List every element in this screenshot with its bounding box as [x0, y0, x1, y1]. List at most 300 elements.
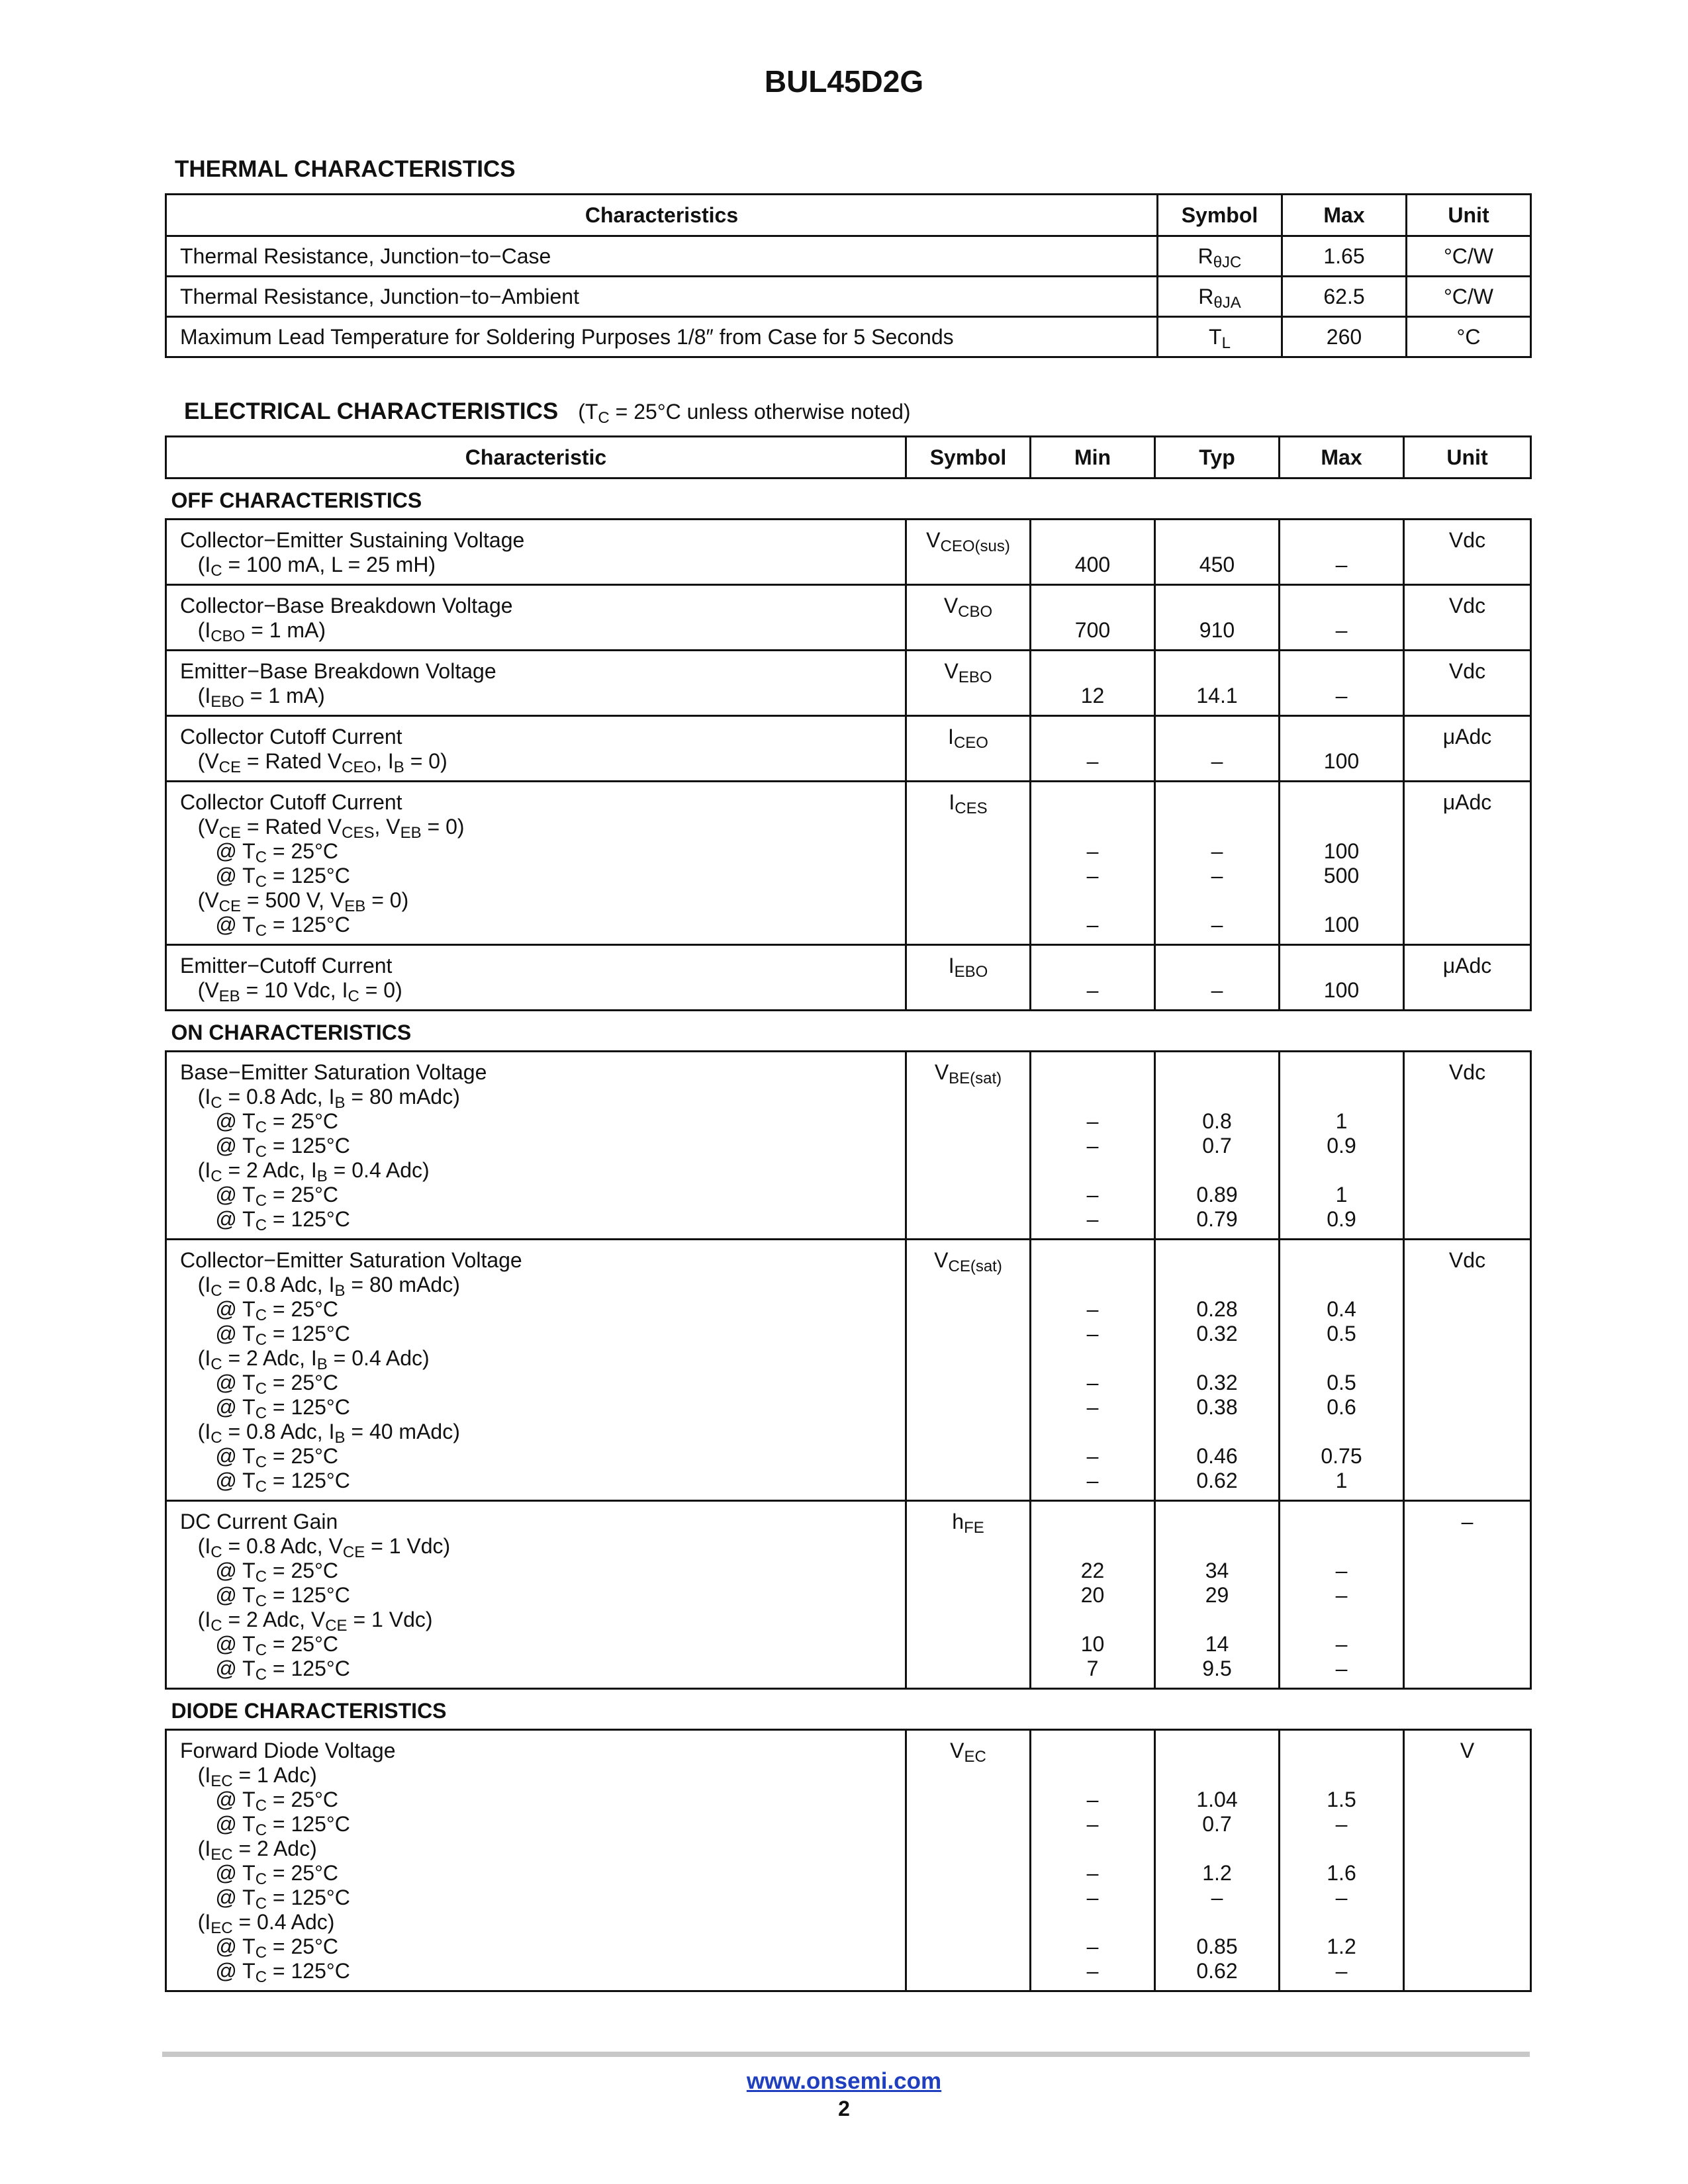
max-value — [1280, 1763, 1403, 1788]
symbol-text: $h_{FE}$ — [952, 1510, 984, 1537]
typ-value: 1.2 — [1202, 1861, 1232, 1885]
typ-value — [1156, 1273, 1278, 1297]
typ-value — [1156, 1085, 1278, 1109]
cell-min — [1031, 945, 1155, 1011]
on-characteristics-heading: ON CHARACTERISTICS — [166, 1011, 1531, 1052]
min-value: – — [1086, 1934, 1099, 1958]
min-value — [1031, 725, 1154, 749]
header-symbol: Symbol — [906, 437, 1031, 478]
section-row — [166, 1689, 1531, 1730]
typ-value — [1156, 815, 1278, 839]
table-row — [166, 782, 1531, 945]
max-value: 500 — [1323, 864, 1360, 887]
min-value: – — [1086, 1109, 1099, 1133]
max-value: – — [1335, 1632, 1348, 1656]
min-value: – — [1086, 1297, 1099, 1321]
cell-max: 260 — [1282, 317, 1407, 357]
cell-characteristic — [166, 1501, 906, 1689]
characteristic-line: ($I_C = 0.8$ Adc, $I_B = 80$ mAdc) — [180, 1085, 460, 1112]
min-value — [1031, 528, 1154, 553]
max-value: 1.5 — [1327, 1788, 1356, 1811]
cell-unit: V — [1404, 1730, 1531, 1991]
typ-value — [1156, 594, 1278, 618]
min-value — [1031, 1608, 1154, 1632]
table-row — [166, 277, 1531, 317]
cell-unit: μAdc — [1404, 945, 1531, 1011]
cell-characteristic: Maximum Lead Temperature for Soldering Purposes 1/8″ from Case for 5 Seconds — [166, 317, 1158, 357]
min-value: – — [1086, 1134, 1099, 1158]
max-value — [1280, 1608, 1403, 1632]
cell-unit: °C — [1407, 317, 1531, 357]
max-value — [1280, 1273, 1403, 1297]
symbol-text: $V_{BE(sat)}$ — [934, 1060, 1002, 1087]
characteristic-line: @ $T_C = 25^\circ C$ — [180, 1788, 338, 1815]
typ-value — [1156, 1248, 1278, 1273]
cell-max: 1.65 — [1282, 236, 1407, 277]
electrical-heading — [184, 398, 911, 425]
min-value: – — [1086, 1371, 1099, 1394]
typ-value: 29 — [1205, 1583, 1229, 1607]
thermal-heading: THERMAL CHARACTERISTICS — [175, 156, 516, 182]
cell-max — [1280, 1501, 1404, 1689]
typ-value: 9.5 — [1202, 1657, 1232, 1680]
symbol-text: $V_{EBO}$ — [944, 659, 992, 686]
min-value — [1031, 1248, 1154, 1273]
typ-value: 0.89 — [1196, 1183, 1238, 1206]
max-value — [1280, 1085, 1403, 1109]
characteristic-line: ($I_C = 0.8$ Adc, $I_B = 80$ mAdc) — [180, 1273, 460, 1300]
page-title: BUL45D2G — [764, 64, 924, 99]
typ-value — [1156, 1910, 1278, 1934]
cell-symbol — [906, 651, 1031, 716]
min-value: – — [1086, 864, 1099, 887]
section-row — [166, 1011, 1531, 1052]
typ-value: 0.7 — [1202, 1812, 1232, 1836]
min-value — [1031, 1763, 1154, 1788]
cell-max — [1280, 1052, 1404, 1240]
cell-unit: Vdc — [1404, 585, 1531, 651]
max-value — [1280, 954, 1403, 978]
characteristic-line: @ $T_C = 25^\circ C$ — [180, 1371, 338, 1398]
characteristic-line: ($V_{CE} = 500$ V, $V_{EB} = 0$) — [180, 888, 409, 915]
header-unit: Unit — [1407, 195, 1531, 236]
max-value — [1280, 1248, 1403, 1273]
cell-symbol — [906, 716, 1031, 782]
header-min: Min — [1031, 437, 1155, 478]
cell-min — [1031, 1730, 1155, 1991]
typ-value: 14.1 — [1196, 684, 1238, 707]
max-value: 1 — [1335, 1469, 1348, 1492]
characteristic-line: Collector Cutoff Current — [180, 790, 402, 814]
min-value: 400 — [1074, 553, 1111, 576]
typ-value — [1156, 1158, 1278, 1183]
header-max: Max — [1282, 195, 1407, 236]
table-row — [166, 1730, 1531, 1991]
table-header-row — [166, 437, 1531, 478]
table-row — [166, 1052, 1531, 1240]
cell-typ — [1155, 585, 1280, 651]
cell-typ — [1155, 1501, 1280, 1689]
cell-typ — [1155, 1052, 1280, 1240]
min-value — [1031, 790, 1154, 815]
typ-value: 1.04 — [1196, 1788, 1238, 1811]
max-value — [1280, 1510, 1403, 1534]
max-value: 1 — [1335, 1183, 1348, 1206]
cell-unit: Vdc — [1404, 1052, 1531, 1240]
characteristic-line: Base−Emitter Saturation Voltage — [180, 1060, 487, 1084]
max-value: – — [1335, 1657, 1348, 1680]
cell-min — [1031, 520, 1155, 585]
characteristic-line: @ $T_C = 125^\circ C$ — [180, 1812, 350, 1839]
typ-value — [1156, 725, 1278, 749]
cell-max — [1280, 1240, 1404, 1501]
max-value: 100 — [1323, 978, 1360, 1002]
cell-min — [1031, 651, 1155, 716]
typ-value: – — [1211, 864, 1223, 887]
min-value — [1031, 815, 1154, 839]
min-value: 7 — [1086, 1657, 1099, 1680]
min-value: – — [1086, 1886, 1099, 1909]
cell-typ — [1155, 1730, 1280, 1991]
table-row — [166, 585, 1531, 651]
min-value: – — [1086, 1322, 1099, 1345]
typ-value: 0.8 — [1202, 1109, 1232, 1133]
characteristic-line: @ $T_C = 25^\circ C$ — [180, 1109, 338, 1136]
cell-min — [1031, 1240, 1155, 1501]
max-value: 1.6 — [1327, 1861, 1356, 1885]
cell-characteristic — [166, 1730, 906, 1991]
typ-value: 0.79 — [1196, 1207, 1238, 1231]
characteristic-line: @ $T_C = 125^\circ C$ — [180, 864, 350, 891]
characteristic-line: @ $T_C = 125^\circ C$ — [180, 1395, 350, 1422]
cell-max — [1280, 782, 1404, 945]
typ-value — [1156, 1837, 1278, 1861]
cell-min — [1031, 782, 1155, 945]
typ-value — [1156, 954, 1278, 978]
min-value — [1031, 1910, 1154, 1934]
typ-value: 0.7 — [1202, 1134, 1232, 1158]
table-header-row — [166, 195, 1531, 236]
max-value — [1280, 1910, 1403, 1934]
characteristic-line: ($I_C = 2$ Adc, $V_{CE} = 1$ Vdc) — [180, 1608, 433, 1635]
min-value — [1031, 1837, 1154, 1861]
cell-typ — [1155, 945, 1280, 1011]
cell-symbol — [906, 782, 1031, 945]
cell-max — [1280, 716, 1404, 782]
cell-symbol — [906, 1240, 1031, 1501]
symbol-text: $V_{CBO}$ — [943, 594, 993, 621]
min-value: – — [1086, 1395, 1099, 1419]
max-value — [1280, 1837, 1403, 1861]
table-row — [166, 1501, 1531, 1689]
cell-characteristic — [166, 716, 906, 782]
footer-link[interactable]: www.onsemi.com — [746, 2068, 942, 2094]
cell-max — [1280, 520, 1404, 585]
characteristic-line: ($I_{EC} = 1$ Adc) — [180, 1763, 317, 1790]
typ-value — [1156, 1763, 1278, 1788]
max-value — [1280, 528, 1403, 553]
characteristic-line: Collector−Base Breakdown Voltage — [180, 594, 513, 617]
cell-symbol — [906, 1501, 1031, 1689]
max-value: 0.9 — [1327, 1207, 1356, 1231]
min-value: – — [1086, 1812, 1099, 1836]
cell-min — [1031, 585, 1155, 651]
page-number: 2 — [838, 2097, 850, 2120]
symbol-text: $I_{CEO}$ — [948, 725, 988, 752]
min-value: 22 — [1080, 1559, 1105, 1582]
cell-symbol — [906, 1052, 1031, 1240]
characteristic-line: ($I_C = 0.8$ Adc, $V_{CE} = 1$ Vdc) — [180, 1534, 451, 1561]
characteristic-line: ($I_{EC} = 2$ Adc) — [180, 1837, 317, 1864]
max-value: – — [1335, 1559, 1348, 1582]
cell-characteristic — [166, 945, 906, 1011]
typ-value: 14 — [1205, 1632, 1229, 1656]
characteristic-line: ($I_{EBO} = 1$ mA) — [180, 684, 325, 711]
min-value: – — [1086, 913, 1099, 936]
typ-value: 450 — [1199, 553, 1235, 576]
max-value: – — [1335, 1812, 1348, 1836]
characteristic-line: @ $T_C = 125^\circ C$ — [180, 1657, 350, 1684]
typ-value — [1156, 1060, 1278, 1085]
cell-symbol — [906, 520, 1031, 585]
typ-value — [1156, 1739, 1278, 1763]
electrical-heading-label: ELECTRICAL CHARACTERISTICS — [184, 398, 559, 424]
min-value: – — [1086, 1469, 1099, 1492]
header-characteristic: Characteristic — [166, 437, 906, 478]
table-row — [166, 520, 1531, 585]
min-value — [1031, 888, 1154, 913]
typ-value: 0.62 — [1196, 1469, 1238, 1492]
max-value: – — [1335, 684, 1348, 707]
cell-typ — [1155, 651, 1280, 716]
characteristic-line: ($I_{CBO} = 1$ mA) — [180, 618, 326, 645]
max-value: 0.4 — [1327, 1297, 1356, 1321]
header-characteristics: Characteristics — [166, 195, 1158, 236]
min-value: 700 — [1074, 618, 1111, 642]
diode-characteristics-heading: DIODE CHARACTERISTICS — [166, 1689, 1531, 1730]
typ-value — [1156, 528, 1278, 553]
min-value: 12 — [1080, 684, 1105, 707]
cell-characteristic — [166, 651, 906, 716]
min-value: – — [1086, 749, 1099, 773]
characteristic-line: Emitter−Base Breakdown Voltage — [180, 659, 496, 683]
max-value — [1280, 888, 1403, 913]
max-value: 100 — [1323, 749, 1360, 773]
max-value — [1280, 659, 1403, 684]
max-value: 100 — [1323, 839, 1360, 863]
min-value: 10 — [1080, 1632, 1105, 1656]
characteristic-line: @ $T_C = 25^\circ C$ — [180, 1297, 338, 1324]
cell-unit: °C/W — [1407, 236, 1531, 277]
cell-unit: Vdc — [1404, 520, 1531, 585]
max-value — [1280, 1420, 1403, 1444]
characteristic-line: @ $T_C = 125^\circ C$ — [180, 1959, 350, 1986]
max-value: 1 — [1335, 1109, 1348, 1133]
cell-symbol — [906, 585, 1031, 651]
max-value: – — [1335, 553, 1348, 576]
characteristic-line: @ $T_C = 125^\circ C$ — [180, 1322, 350, 1349]
characteristic-line: @ $T_C = 125^\circ C$ — [180, 1886, 350, 1913]
cell-characteristic — [166, 1052, 906, 1240]
characteristic-line: @ $T_C = 125^\circ C$ — [180, 1583, 350, 1610]
min-value — [1031, 954, 1154, 978]
cell-unit: °C/W — [1407, 277, 1531, 317]
off-characteristics-heading: OFF CHARACTERISTICS — [166, 478, 1531, 520]
cell-max — [1280, 1730, 1404, 1991]
electrical-condition: ($T_C = 25^\circ C$ unless otherwise noted) — [578, 400, 911, 427]
electrical-table — [165, 435, 1532, 1992]
cell-min — [1031, 716, 1155, 782]
typ-value: – — [1211, 978, 1223, 1002]
max-value — [1280, 815, 1403, 839]
characteristic-line: Forward Diode Voltage — [180, 1739, 396, 1762]
characteristic-line: @ $T_C = 125^\circ C$ — [180, 1207, 350, 1234]
max-value: 1.2 — [1327, 1934, 1356, 1958]
header-max: Max — [1280, 437, 1404, 478]
characteristic-line: ($V_{CE}$ = Rated $V_{CES}$, $V_{EB} = 0$) — [180, 815, 465, 842]
max-value: – — [1335, 1959, 1348, 1983]
typ-value: 0.32 — [1196, 1322, 1238, 1345]
cell-symbol: $T_L$ — [1158, 317, 1282, 357]
typ-value — [1156, 888, 1278, 913]
characteristic-line: ($I_C = 2$ Adc, $I_B = 0.4$ Adc) — [180, 1346, 430, 1373]
cell-typ — [1155, 716, 1280, 782]
min-value — [1031, 1739, 1154, 1763]
typ-value — [1156, 1510, 1278, 1534]
max-value: – — [1335, 618, 1348, 642]
symbol-text: $I_{EBO}$ — [948, 954, 988, 981]
characteristic-line: ($I_C = 100$ mA, L = 25 mH) — [180, 553, 436, 580]
symbol-text: $I_{CES}$ — [949, 790, 988, 817]
characteristic-line: Collector Cutoff Current — [180, 725, 402, 749]
table-row — [166, 716, 1531, 782]
cell-symbol — [906, 945, 1031, 1011]
typ-value: 0.38 — [1196, 1395, 1238, 1419]
max-value — [1280, 1060, 1403, 1085]
typ-value — [1156, 1608, 1278, 1632]
min-value — [1031, 1510, 1154, 1534]
cell-symbol: $R_{\theta JA}$ — [1158, 277, 1282, 317]
min-value: – — [1086, 839, 1099, 863]
max-value — [1280, 790, 1403, 815]
cell-unit: μAdc — [1404, 716, 1531, 782]
characteristic-line: @ $T_C = 125^\circ C$ — [180, 1469, 350, 1496]
table-row — [166, 945, 1531, 1011]
min-value — [1031, 659, 1154, 684]
max-value: 0.5 — [1327, 1371, 1356, 1394]
typ-value: – — [1211, 913, 1223, 936]
typ-value: – — [1211, 839, 1223, 863]
header-symbol: Symbol — [1158, 195, 1282, 236]
min-value — [1031, 1158, 1154, 1183]
min-value: 20 — [1080, 1583, 1105, 1607]
min-value: – — [1086, 1788, 1099, 1811]
characteristic-line: @ $T_C = 25^\circ C$ — [180, 1444, 338, 1471]
typ-value: – — [1211, 749, 1223, 773]
symbol-text: $V_{CEO(sus)}$ — [926, 528, 1010, 555]
min-value: – — [1086, 1959, 1099, 1983]
characteristic-line: Emitter−Cutoff Current — [180, 954, 393, 978]
characteristic-line: @ $T_C = 125^\circ C$ — [180, 913, 350, 940]
max-value: 0.6 — [1327, 1395, 1356, 1419]
min-value: – — [1086, 1444, 1099, 1468]
typ-value: – — [1211, 1886, 1223, 1909]
table-row — [166, 1240, 1531, 1501]
max-value: 0.5 — [1327, 1322, 1356, 1345]
min-value: – — [1086, 1183, 1099, 1206]
min-value — [1031, 1346, 1154, 1371]
min-value — [1031, 1534, 1154, 1559]
characteristic-line: DC Current Gain — [180, 1510, 338, 1533]
cell-max — [1280, 945, 1404, 1011]
characteristic-line: @ $T_C = 25^\circ C$ — [180, 839, 338, 866]
cell-min — [1031, 1052, 1155, 1240]
symbol-text: $V_{CE(sat)}$ — [934, 1248, 1002, 1275]
cell-unit: μAdc — [1404, 782, 1531, 945]
typ-value — [1156, 1420, 1278, 1444]
cell-max: 62.5 — [1282, 277, 1407, 317]
min-value — [1031, 1420, 1154, 1444]
characteristic-line: ($I_{EC} = 0.4$ Adc) — [180, 1910, 335, 1937]
table-row — [166, 651, 1531, 716]
typ-value: 34 — [1205, 1559, 1229, 1582]
cell-characteristic: Thermal Resistance, Junction−to−Ambient — [166, 277, 1158, 317]
min-value — [1031, 1273, 1154, 1297]
min-value — [1031, 594, 1154, 618]
cell-unit: Vdc — [1404, 651, 1531, 716]
cell-symbol: $R_{\theta JC}$ — [1158, 236, 1282, 277]
typ-value: 910 — [1199, 618, 1235, 642]
max-value — [1280, 1346, 1403, 1371]
cell-characteristic — [166, 520, 906, 585]
thermal-table — [165, 193, 1532, 358]
characteristic-line: @ $T_C = 25^\circ C$ — [180, 1183, 338, 1210]
characteristic-line: ($I_C = 0.8$ Adc, $I_B = 40$ mAdc) — [180, 1420, 460, 1447]
characteristic-line: ($V_{EB} = 10$ Vdc, $I_C = 0$) — [180, 978, 402, 1005]
characteristic-line: @ $T_C = 25^\circ C$ — [180, 1632, 338, 1659]
typ-value — [1156, 659, 1278, 684]
section-row — [166, 478, 1531, 520]
header-typ: Typ — [1155, 437, 1280, 478]
max-value — [1280, 725, 1403, 749]
max-value: 0.75 — [1321, 1444, 1362, 1468]
min-value: – — [1086, 1861, 1099, 1885]
table-row — [166, 236, 1531, 277]
max-value: – — [1335, 1583, 1348, 1607]
cell-characteristic — [166, 1240, 906, 1501]
cell-typ — [1155, 520, 1280, 585]
min-value — [1031, 1060, 1154, 1085]
cell-max — [1280, 651, 1404, 716]
symbol-text: $V_{EC}$ — [950, 1739, 986, 1766]
characteristic-line: @ $T_C = 25^\circ C$ — [180, 1934, 338, 1962]
cell-characteristic — [166, 782, 906, 945]
typ-value — [1156, 790, 1278, 815]
max-value — [1280, 1534, 1403, 1559]
max-value — [1280, 1158, 1403, 1183]
min-value: – — [1086, 1207, 1099, 1231]
typ-value: 0.28 — [1196, 1297, 1238, 1321]
footer-divider — [162, 2052, 1530, 2057]
cell-typ — [1155, 1240, 1280, 1501]
characteristic-line: ($I_C = 2$ Adc, $I_B = 0.4$ Adc) — [180, 1158, 430, 1185]
min-value: – — [1086, 978, 1099, 1002]
max-value — [1280, 1739, 1403, 1763]
max-value: 100 — [1323, 913, 1360, 936]
typ-value: 0.85 — [1196, 1934, 1238, 1958]
cell-characteristic — [166, 585, 906, 651]
header-unit: Unit — [1404, 437, 1531, 478]
